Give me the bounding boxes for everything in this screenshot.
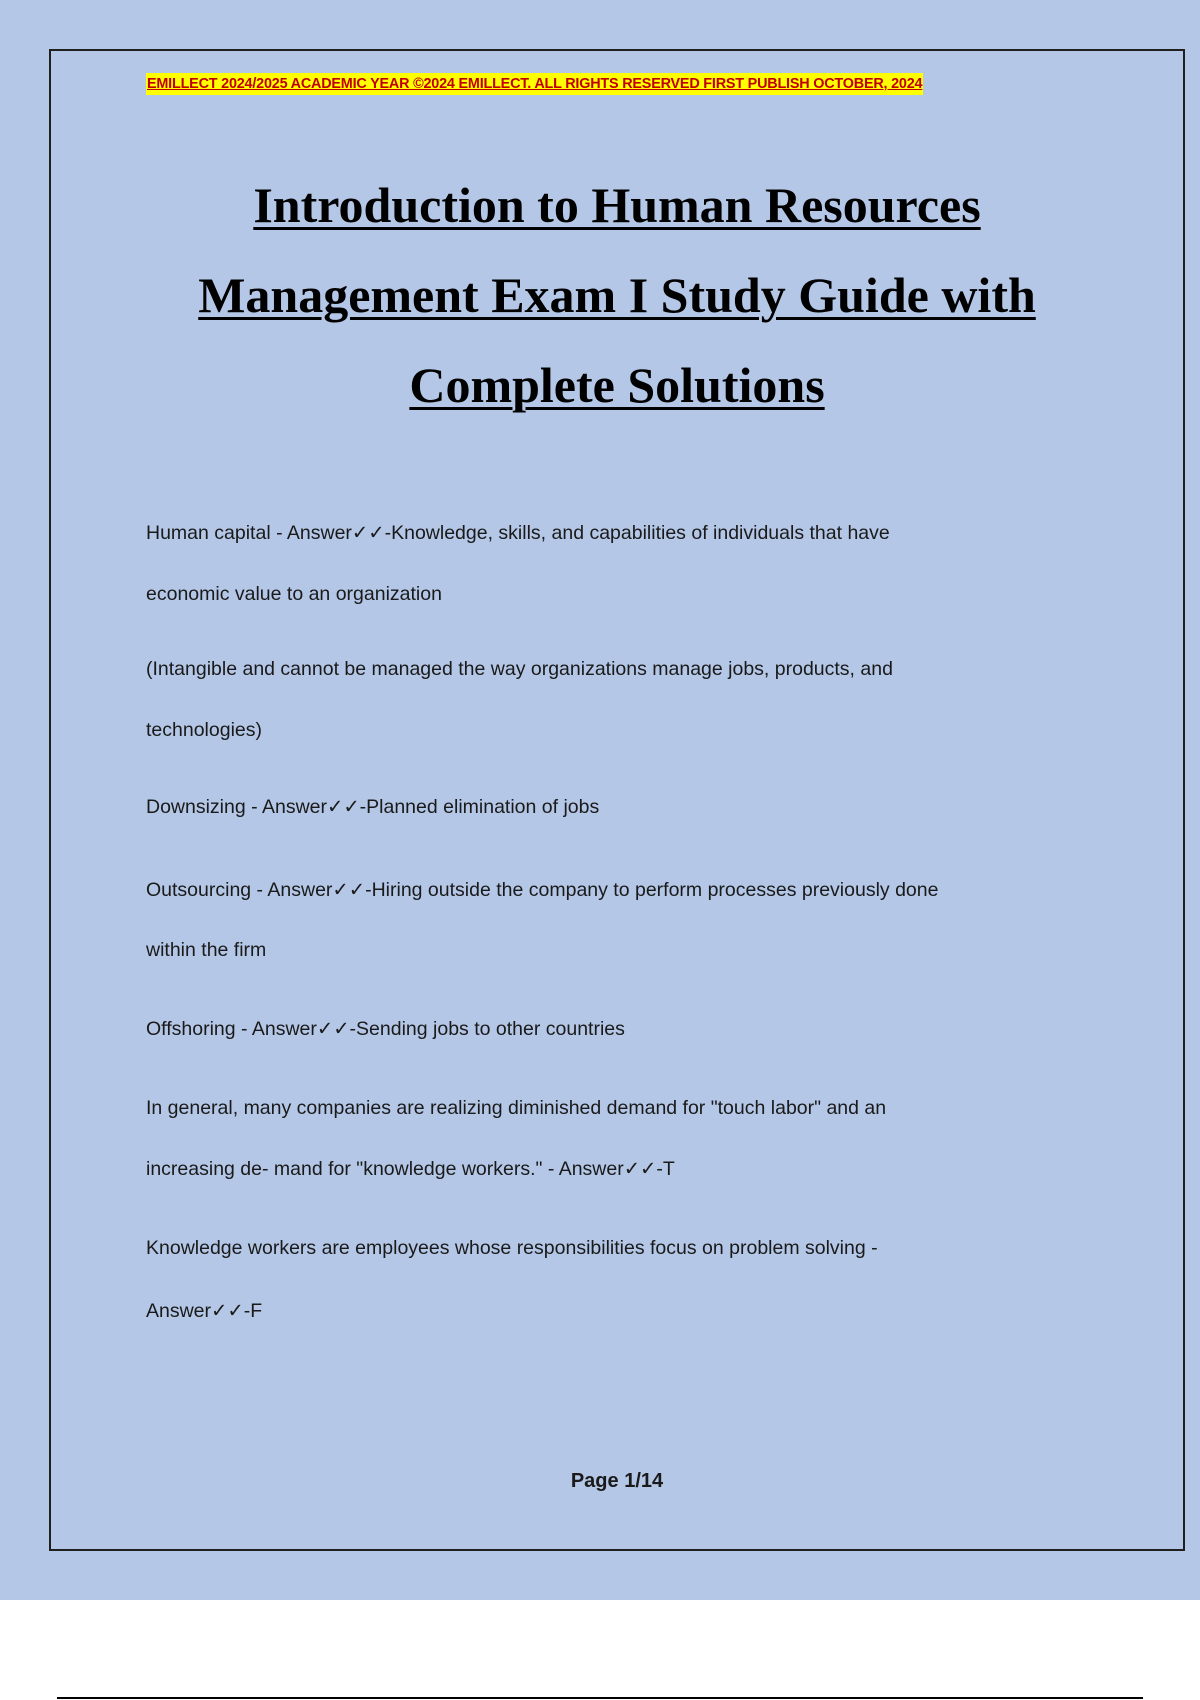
body-line: within the firm [146,939,267,961]
body-line: In general, many companies are realizing diminished demand for "touch labor" and an [146,1097,887,1119]
title-line: Complete Solutions [409,357,825,413]
copyright-banner: EMILLECT 2024/2025 ACADEMIC YEAR ©2024 EMILLECT. ALL RIGHTS RESERVED FIRST PUBLISH OCTOBER, 2024 [146,73,923,95]
body-line: increasing de- mand for "knowledge workers." - Answer✓✓-T [146,1158,675,1180]
body-line: Answer✓✓-F [146,1300,263,1322]
body-line: technologies) [146,719,262,741]
body-line: Offshoring - Answer✓✓-Sending jobs to other countries [146,1018,625,1040]
title-line: Management Exam I Study Guide with [198,267,1036,323]
body-line: (Intangible and cannot be managed the way organizations manage jobs, products, and [146,658,893,680]
body-line: Knowledge workers are employees whose responsibilities focus on problem solving - [146,1237,878,1259]
document-title [100,160,1134,430]
title-line: Introduction to Human Resources [253,177,981,233]
body-line: Outsourcing - Answer✓✓-Hiring outside the company to perform processes previously done [146,879,939,901]
footer-divider [57,1697,1143,1699]
body-line: Human capital - Answer✓✓-Knowledge, skills, and capabilities of individuals that have [146,522,890,544]
body-line: economic value to an organization [146,583,442,605]
body-line: Downsizing - Answer✓✓-Planned elimination of jobs [146,796,600,818]
page-number: Page 1/14 [570,1470,664,1492]
